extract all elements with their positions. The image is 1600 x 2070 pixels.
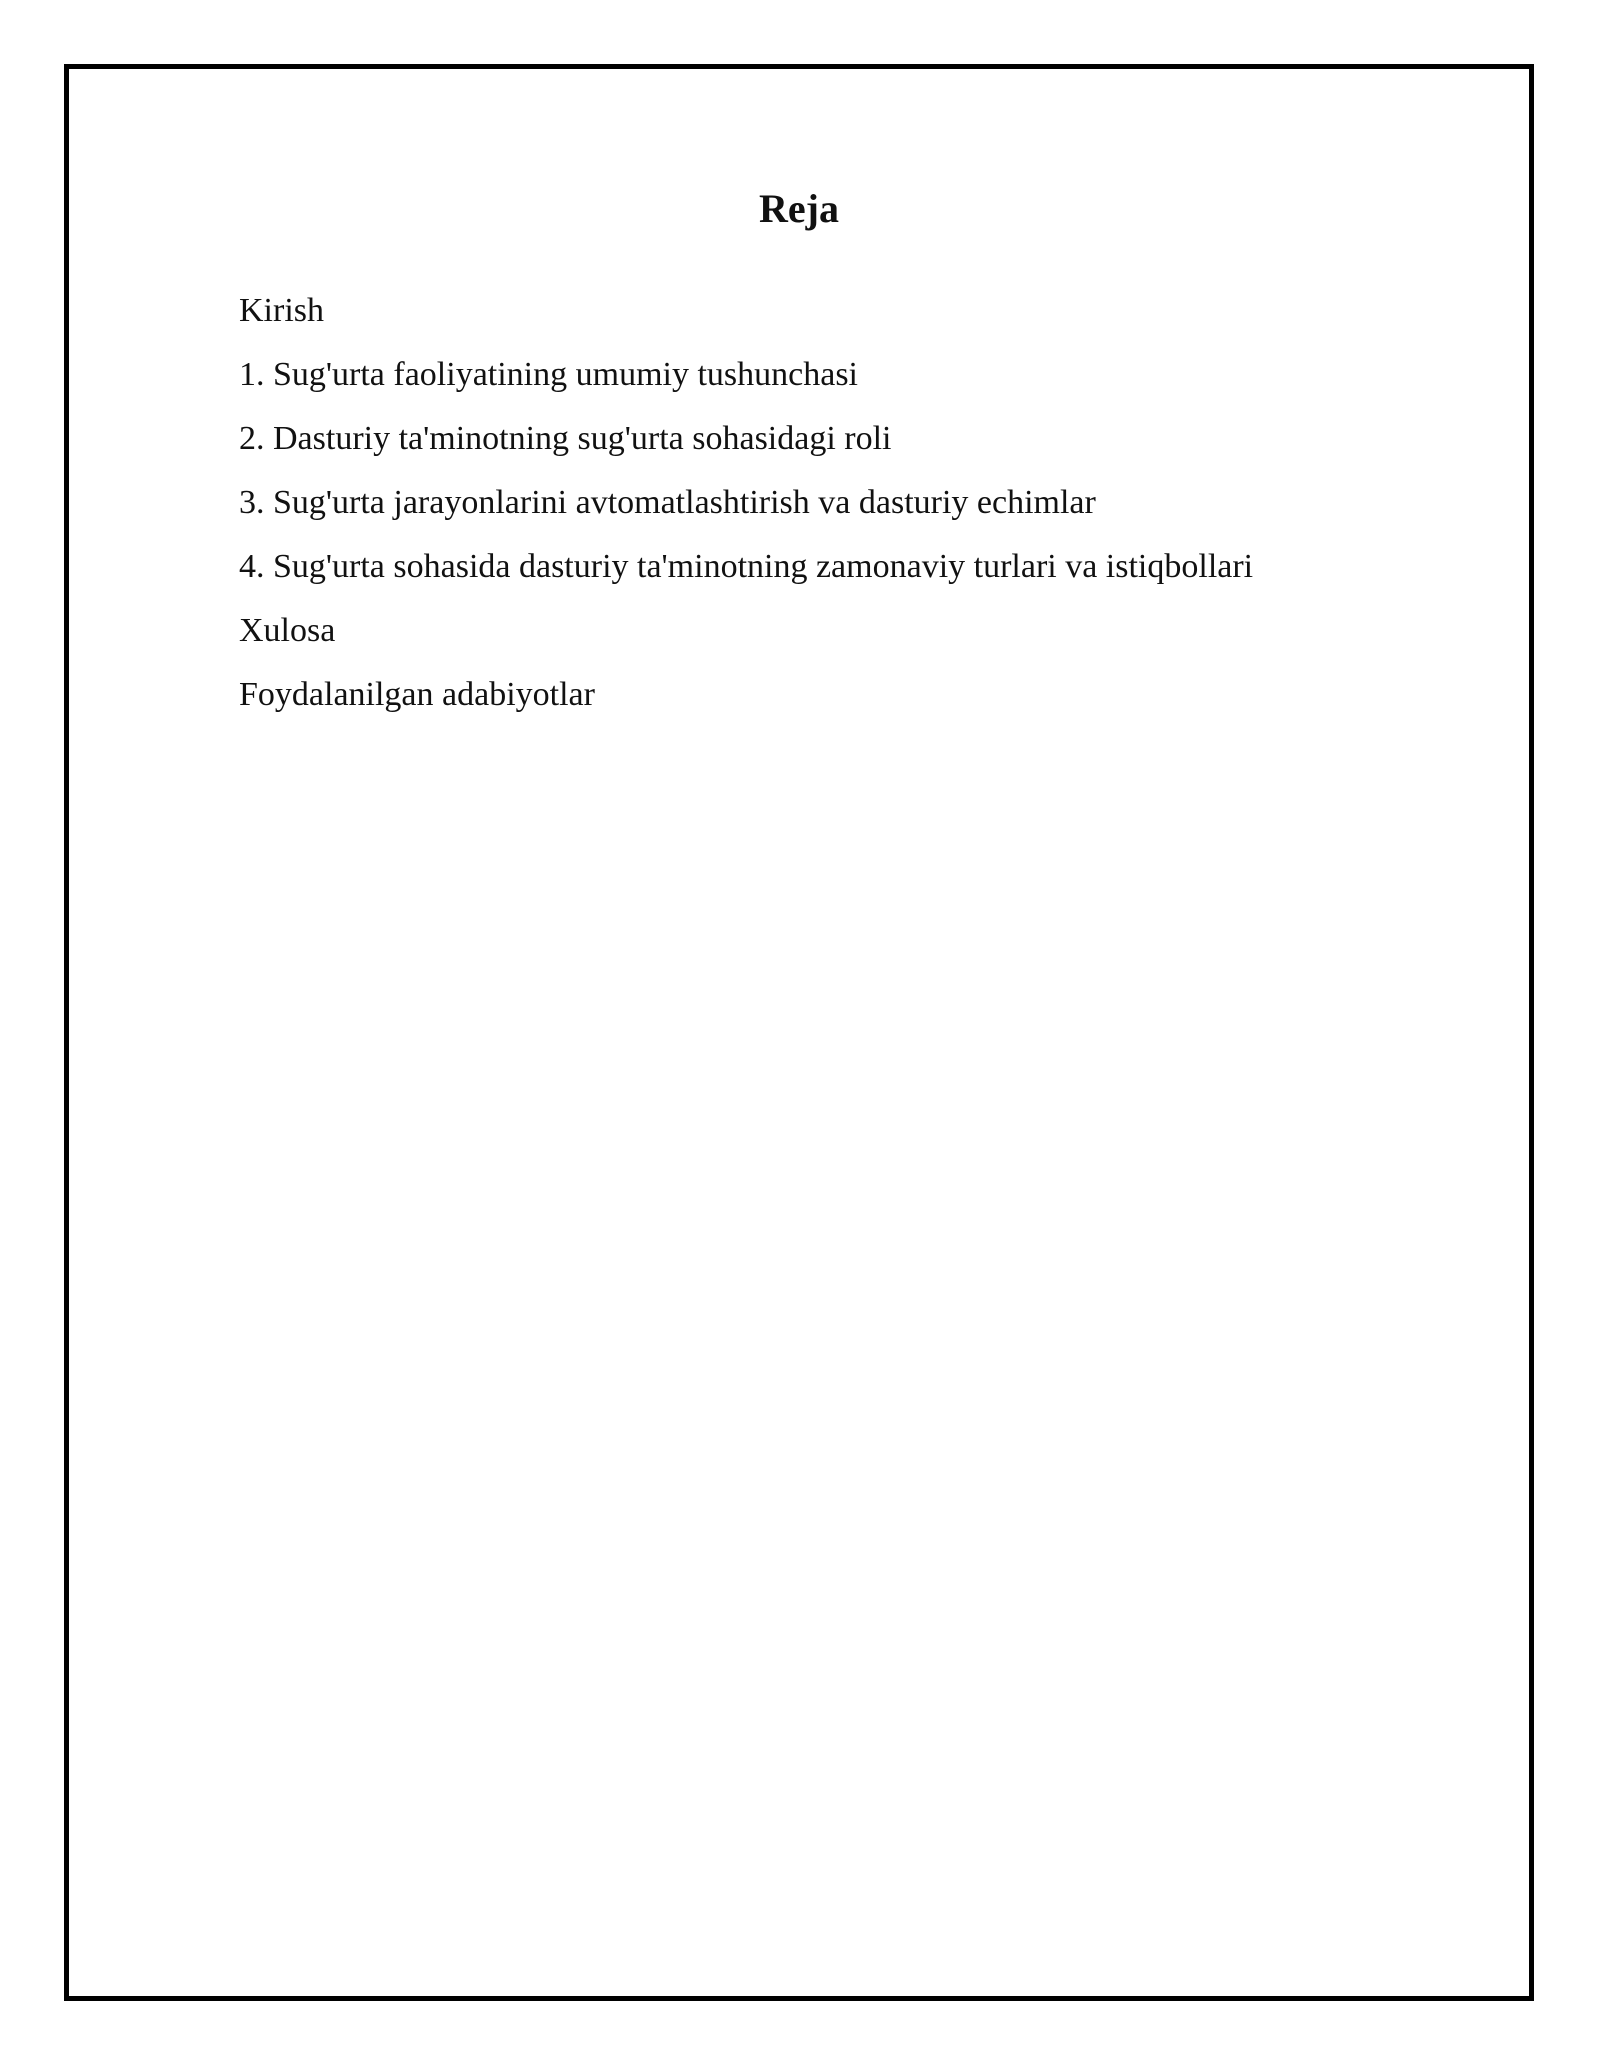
outline-item-references: Foydalanilgan adabiyotlar [239, 676, 595, 713]
outline-item-2: 2. Dasturiy ta'minotning sug'urta sohasidagi roli [239, 420, 892, 457]
page-title: Reja [759, 186, 839, 231]
plan-outline [239, 294, 1253, 742]
outline-item-4: 4. Sug'urta sohasida dasturiy ta'minotning zamonaviy turlari va istiqbollari [239, 548, 1254, 585]
outline-item-1: 1. Sug'urta faoliyatining umumiy tushunchasi [239, 356, 859, 393]
outline-item-3: 3. Sug'urta jarayonlarini avtomatlashtirish va dasturiy echimlar [239, 484, 1096, 521]
page-frame [64, 64, 1534, 2001]
outline-item-conclusion: Xulosa [239, 612, 336, 649]
outline-item-introduction: Kirish [239, 292, 324, 329]
